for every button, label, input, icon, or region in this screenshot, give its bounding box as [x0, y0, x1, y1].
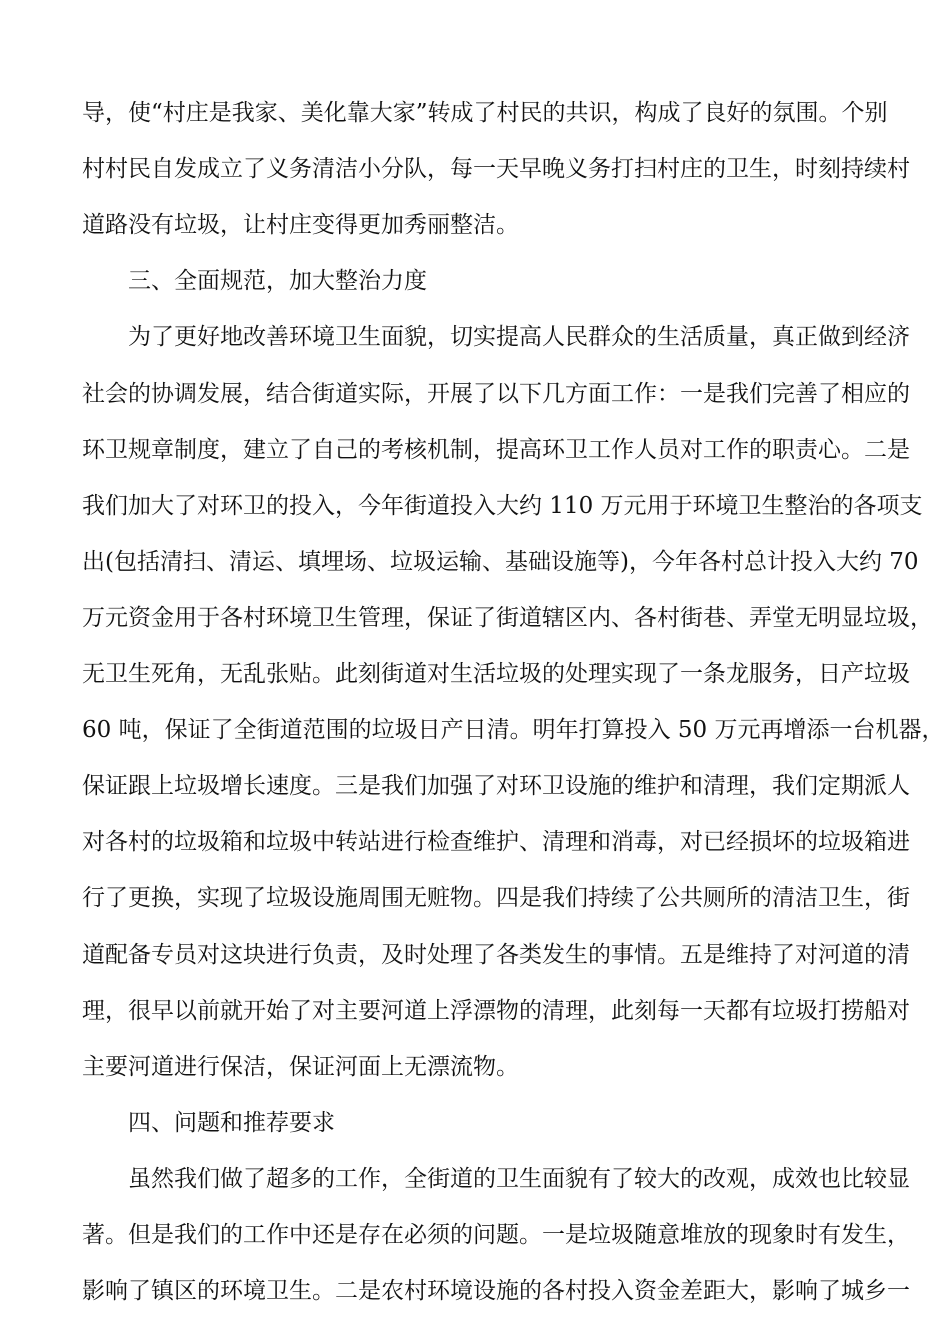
text-line: 保证跟上垃圾增长速度。三是我们加强了对环卫设施的维护和清理，我们定期派人: [82, 773, 910, 800]
text-line: 60 吨，保证了全街道范围的垃圾日产日清。明年打算投入 50 万元再增添一台机器，: [82, 717, 945, 744]
text-line: 道路没有垃圾，让村庄变得更加秀丽整洁。: [82, 212, 519, 239]
text-line: 虽然我们做了超多的工作，全街道的卫生面貌有了较大的改观，成效也比较显: [128, 1165, 910, 1192]
section-heading: 三、全面规范，加大整治力度: [128, 268, 427, 295]
text-line: 我们加大了对环卫的投入，今年街道投入大约 110 万元用于环境卫生整治的各项支: [82, 492, 923, 519]
text-line: 无卫生死角，无乱张贴。此刻街道对生活垃圾的处理实现了一条龙服务，日产垃圾: [82, 661, 910, 687]
text-line: 影响了镇区的环境卫生。二是农村环境设施的各村投入资金差距大，影响了城乡一: [82, 1278, 910, 1305]
text-line: 环卫规章制度，建立了自己的考核机制，提高环卫工作人员对工作的职责心。二是: [82, 436, 910, 463]
section-heading: 四、问题和推荐要求: [128, 1109, 335, 1136]
text-line: 万元资金用于各村环境卫生管理，保证了街道辖区内、各村街巷、弄堂无明显垃圾，: [82, 604, 933, 631]
text-line: 著。但是我们的工作中还是存在必须的问题。一是垃圾随意堆放的现象时有发生，: [82, 1222, 910, 1248]
text-line: 对各村的垃圾箱和垃圾中转站进行检查维护、清理和消毒，对已经损坏的垃圾箱进: [82, 829, 910, 856]
text-line: 村村民自发成立了义务清洁小分队，每一天早晚义务打扫村庄的卫生，时刻持续村: [82, 156, 910, 183]
text-line: 行了更换，实现了垃圾设施周围无赃物。四是我们持续了公共厕所的清洁卫生，街: [82, 885, 910, 912]
text-line: 主要河道进行保洁，保证河面上无漂流物。: [82, 1053, 519, 1080]
text-line: 为了更好地改善环境卫生面貌，切实提高人民群众的生活质量，真正做到经济: [128, 324, 910, 351]
text-line: 道配备专员对这块进行负责，及时处理了各类发生的事情。五是维持了对河道的清: [82, 941, 910, 968]
text-line: 社会的协调发展，结合街道实际，开展了以下几方面工作：一是我们完善了相应的: [82, 380, 910, 407]
text-line: 理，很早以前就开始了对主要河道上浮漂物的清理，此刻每一天都有垃圾打捞船对: [82, 997, 910, 1024]
text-line: 导，使“村庄是我家、美化靠大家”转成了村民的共识，构成了良好的氛围。个别: [82, 100, 888, 126]
text-line: 出(包括清扫、清运、填埋场、垃圾运输、基础设施等)，今年各村总计投入大约 70: [82, 548, 919, 575]
